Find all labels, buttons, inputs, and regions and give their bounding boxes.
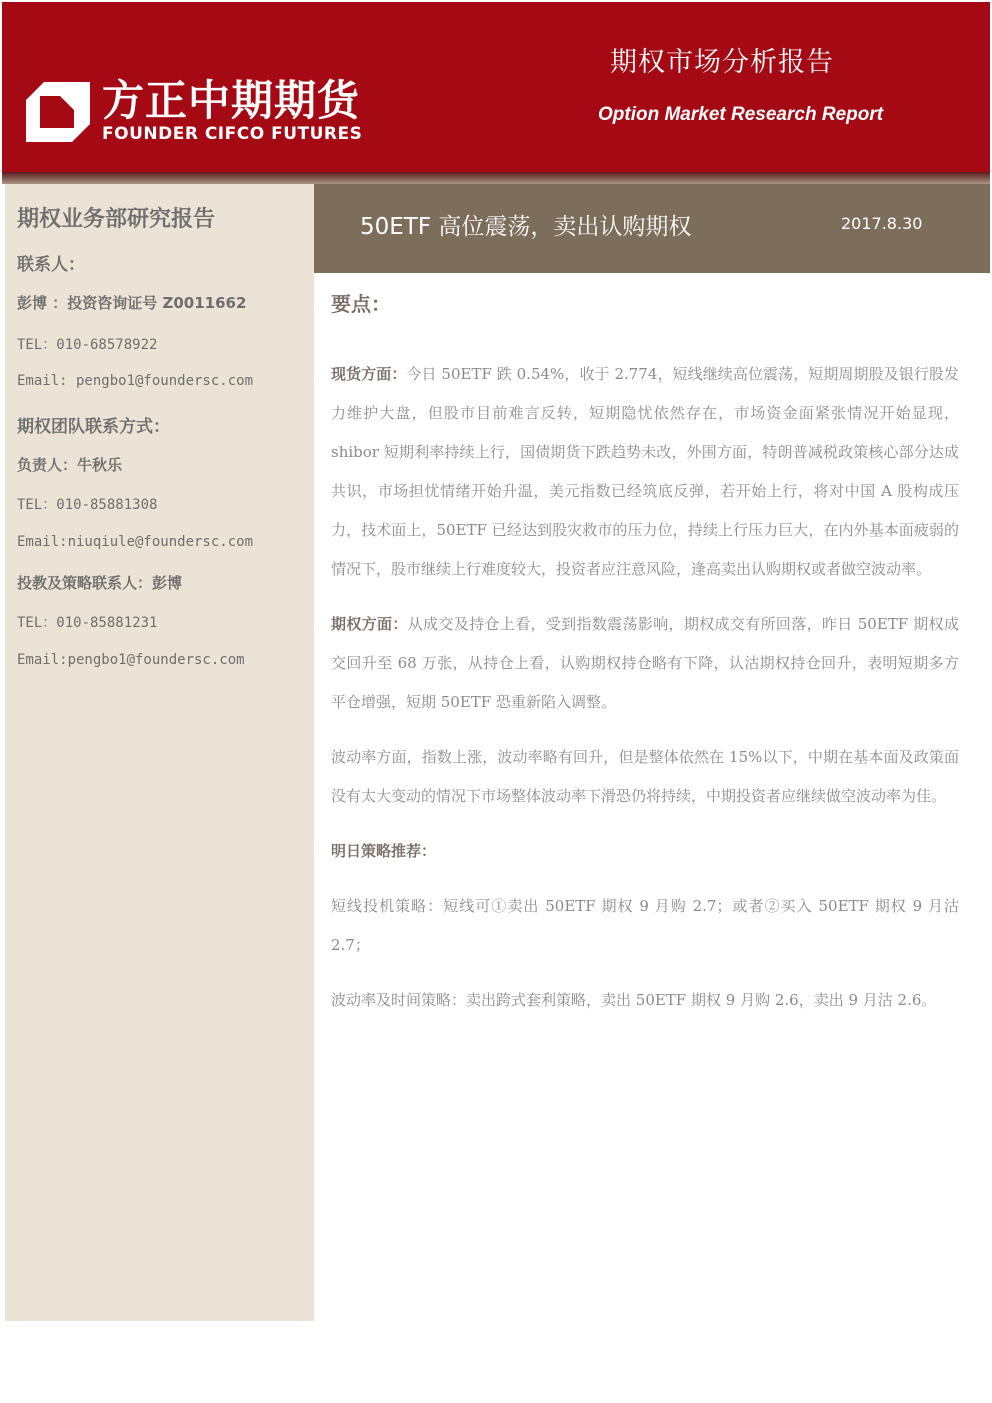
- spot-paragraph: [331, 355, 959, 589]
- strategy-contact: 投教及策略联系人：彭博: [17, 574, 183, 592]
- report-body: [331, 288, 959, 1036]
- contact-label: 联系人：: [17, 255, 85, 275]
- founder-logo-icon: [26, 82, 90, 142]
- report-date: 2017.8.30: [841, 214, 923, 233]
- logo-english-name: FOUNDER CIFCO FUTURES: [102, 124, 363, 144]
- team-leader: 负责人：牛秋乐: [17, 456, 123, 474]
- options-lead: 期权方面：: [331, 615, 408, 633]
- strategy-tel: TEL：010-85881231: [17, 615, 158, 631]
- key-points-heading: 要点：: [331, 292, 391, 316]
- department-title: 期权业务部研究报告: [17, 207, 216, 232]
- contact-email[interactable]: Email: pengbo1@foundersc.com: [17, 373, 254, 389]
- spot-lead: 现货方面：: [331, 365, 407, 383]
- strategy-heading: 明日策略推荐：: [331, 842, 437, 860]
- logo-chinese-name: 方正中期期货: [102, 76, 361, 125]
- report-headline: 50ETF 高位震荡，卖出认购期权: [360, 214, 692, 240]
- short-term-strategy: 短线投机策略：短线可①卖出 50ETF 期权 9 月购 2.7；或者②买入 50ETF 期权 9 月沽 2.7；: [331, 897, 959, 954]
- leader-email[interactable]: Email:niuqiule@foundersc.com: [17, 534, 254, 550]
- contact-tel: TEL：010-68578922: [17, 337, 158, 353]
- leader-tel: TEL：010-85881308: [17, 497, 158, 513]
- contact-person: 彭博 ：投资咨询证号 Z0011662: [17, 294, 247, 312]
- options-text: 从成交及持仓上看，受到指数震荡影响，期权成交有所回落，昨日 50ETF 期权成交回升至 68 万张，从持仓上看，认购期权持仓略有下降，认沽期权持仓回升，表明短期多方平仓增强，短期 50ETF 恐重新陷入调整。: [331, 615, 959, 711]
- team-contact-label: 期权团队联系方式：: [17, 417, 170, 437]
- options-paragraph: [331, 605, 959, 722]
- volatility-time-strategy: 波动率及时间策略：卖出跨式套利策略，卖出 50ETF 期权 9 月购 2.6，卖出 9 月沽 2.6。: [331, 991, 937, 1009]
- header-divider: [2, 172, 990, 184]
- volatility-paragraph: 波动率方面，指数上涨，波动率略有回升，但是整体依然在 15%以下，中期在基本面及政策面没有太大变动的情况下市场整体波动率下滑恐仍将持续，中期投资者应继续做空波动率为佳。: [331, 748, 959, 805]
- report-title-english: Option Market Research Report: [598, 104, 884, 125]
- report-title-bar: [314, 184, 990, 273]
- header-band: [2, 2, 990, 172]
- strategy-email[interactable]: Email:pengbo1@foundersc.com: [17, 652, 245, 668]
- contact-sidebar: [5, 184, 314, 1321]
- spot-text: 今日 50ETF 跌 0.54%，收于 2.774，短线继续高位震荡，短期周期股及银行股发力维护大盘，但股市目前难言反转，短期隐忧依然存在，市场资金面紧张情况开始显现，shibor 短期利率持续上行，国债期货下跌趋势未改，外围方面，特朗普减税政策核心部分达成共识，市场担忧情绪开始升温，美元指数已经筑底反弹，若开始上行，将对中国 A 股构成压力，技术面上，50ETF 已经达到股灾救市的压力位，持续上行压力巨大，在内外基本面疲弱的情况下，股市继续上行难度较大，投资者应注意风险，逢高卖出认购期权或者做空波动率。: [331, 365, 959, 578]
- report-title-chinese: 期权市场分析报告: [610, 47, 834, 78]
